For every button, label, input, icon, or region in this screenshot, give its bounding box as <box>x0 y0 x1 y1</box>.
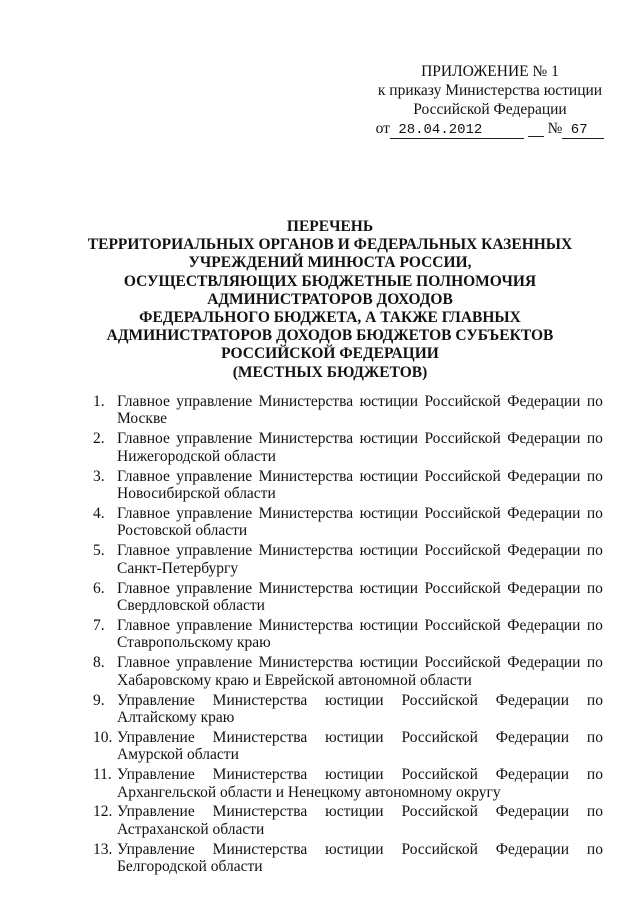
item-word: Российской <box>424 393 501 410</box>
item-word: Федерации <box>495 728 569 746</box>
organization-list <box>93 393 603 878</box>
item-word: Российской <box>424 654 501 672</box>
item-word: Федерации <box>507 467 581 485</box>
item-word: юстиции <box>325 803 384 821</box>
item-word: Федерации <box>507 654 581 672</box>
item-word: Управление <box>117 691 195 709</box>
item-text-line <box>117 617 603 634</box>
item-number: 9. <box>93 691 105 709</box>
item-region: Ставропольскому краю <box>117 634 271 652</box>
item-word: по <box>586 579 603 597</box>
item-word: по <box>586 803 603 821</box>
item-word: по <box>586 654 603 672</box>
list-item <box>93 841 603 876</box>
date-blank <box>528 121 544 137</box>
item-word: Министерства <box>258 467 354 485</box>
item-number: 13. <box>93 840 113 858</box>
appendix-header <box>360 62 620 139</box>
list-item <box>93 580 603 615</box>
item-word: Главное <box>117 504 170 522</box>
list-item <box>93 430 603 465</box>
item-region: Астраханской области <box>117 820 265 838</box>
item-text-line <box>117 468 603 485</box>
item-word: Главное <box>117 616 170 634</box>
item-word: Федерации <box>507 616 581 634</box>
item-word: по <box>586 467 603 485</box>
item-word: Управление <box>117 766 195 784</box>
item-word: юстиции <box>359 616 419 634</box>
item-text-line <box>117 654 603 671</box>
order-number: 67 <box>562 123 604 139</box>
item-number: 8. <box>93 654 105 672</box>
item-text-line <box>117 766 603 783</box>
list-item <box>93 654 603 689</box>
list-item <box>93 617 603 652</box>
item-word: Российской <box>424 616 501 634</box>
item-word: по <box>586 766 603 784</box>
item-word: юстиции <box>359 467 419 485</box>
item-word: Главное <box>117 654 170 672</box>
item-word: юстиции <box>359 504 419 522</box>
item-text-line <box>117 580 603 597</box>
item-word: Федерации <box>495 840 569 858</box>
item-word: управление <box>176 579 253 597</box>
item-word: Федерации <box>495 766 569 784</box>
item-word: по <box>586 430 603 448</box>
list-item <box>93 542 603 577</box>
item-word: Российской <box>401 840 478 858</box>
item-number: 12. <box>93 803 113 821</box>
item-number: 10. <box>93 728 113 746</box>
item-word: Российской <box>424 430 501 448</box>
item-word: Федерации <box>495 803 569 821</box>
item-text-line <box>117 505 603 522</box>
item-word: по <box>586 728 603 746</box>
item-word: Управление <box>117 803 195 821</box>
order-date-number <box>360 119 620 139</box>
item-number: 3. <box>93 467 105 485</box>
item-word: Министерства <box>212 803 308 821</box>
item-word: Российской <box>424 504 501 522</box>
item-word: управление <box>176 542 253 560</box>
item-word: Министерства <box>212 766 308 784</box>
item-region: Ростовской области <box>117 522 248 540</box>
item-word: Российской <box>401 766 478 784</box>
item-region: Белгородской области <box>117 858 263 876</box>
item-word: Федерации <box>507 393 581 410</box>
item-word: Федерации <box>507 430 581 448</box>
item-word: Министерства <box>258 430 354 448</box>
item-number: 6. <box>93 579 105 597</box>
item-word: управление <box>176 654 253 672</box>
item-word: юстиции <box>359 393 419 410</box>
title-line: ФЕДЕРАЛЬНОГО БЮДЖЕТА, А ТАКЖЕ ГЛАВНЫХ <box>139 309 521 327</box>
title-line: (МЕСТНЫХ БЮДЖЕТОВ) <box>232 363 428 381</box>
item-region: Амурской области <box>117 746 239 764</box>
item-word: Министерства <box>258 616 354 634</box>
list-item <box>93 393 603 428</box>
item-word: Федерации <box>507 542 581 560</box>
item-region: Хабаровскому краю и Еврейской автономной области <box>117 671 472 689</box>
item-word: Главное <box>117 467 170 485</box>
item-word: по <box>586 840 603 858</box>
item-word: Министерства <box>258 654 354 672</box>
document-title <box>80 218 580 382</box>
item-word: Российской <box>424 542 501 560</box>
list-item <box>93 729 603 764</box>
title-line: АДМИНИСТРАТОРОВ ДОХОДОВ БЮДЖЕТОВ СУБЪЕКТОВ <box>106 327 554 345</box>
item-word: Главное <box>117 579 170 597</box>
item-word: управление <box>176 616 253 634</box>
item-text-line <box>117 841 603 858</box>
item-word: Министерства <box>212 728 308 746</box>
item-number: 2. <box>93 430 105 448</box>
item-text-line <box>117 430 603 447</box>
item-word: Федерации <box>507 579 581 597</box>
item-word: Федерации <box>507 504 581 522</box>
item-word: Главное <box>117 542 170 560</box>
appendix-federation: Российской Федерации <box>413 101 567 118</box>
title-line: РОССИЙСКОЙ ФЕДЕРАЦИИ <box>221 345 439 363</box>
item-word: Главное <box>117 430 170 448</box>
item-region: Свердловской области <box>117 596 265 614</box>
item-region: Москве <box>117 410 168 428</box>
item-word: Российской <box>424 467 501 485</box>
item-word: Главное <box>117 393 170 410</box>
item-word: управление <box>176 430 253 448</box>
item-region: Архангельской области и Ненецкому автономному округу <box>117 783 501 801</box>
item-word: юстиции <box>359 542 419 560</box>
item-word: юстиции <box>359 579 419 597</box>
item-region: Алтайскому краю <box>117 708 235 726</box>
item-number: 7. <box>93 616 105 634</box>
item-word: юстиции <box>325 840 384 858</box>
item-word: Федерации <box>495 691 569 709</box>
item-region: Санкт-Петербургу <box>117 559 239 577</box>
appendix-order-ref: к приказу Министерства юстиции <box>377 82 603 99</box>
list-item <box>93 468 603 503</box>
item-word: по <box>586 393 603 410</box>
list-item <box>93 692 603 727</box>
title-line: АДМИНИСТРАТОРОВ ДОХОДОВ <box>207 290 453 308</box>
item-text-line <box>117 542 603 559</box>
item-word: Российской <box>401 728 478 746</box>
item-word: управление <box>176 393 253 410</box>
item-number: 4. <box>93 504 105 522</box>
item-text-line <box>117 692 603 709</box>
item-word: юстиции <box>325 728 384 746</box>
item-word: Российской <box>401 691 478 709</box>
item-word: по <box>586 542 603 560</box>
item-word: Российской <box>401 803 478 821</box>
title-line: ТЕРРИТОРИАЛЬНЫХ ОРГАНОВ И ФЕДЕРАЛЬНЫХ КАЗЕННЫХ <box>87 236 573 254</box>
item-word: юстиции <box>359 430 419 448</box>
title-line: УЧРЕЖДЕНИЙ МИНЮСТА РОССИИ, <box>188 254 472 272</box>
item-region: Новосибирской области <box>117 485 276 503</box>
item-word: управление <box>176 467 253 485</box>
item-word: управление <box>176 504 253 522</box>
item-word: Министерства <box>212 840 308 858</box>
item-word: Управление <box>117 728 195 746</box>
title-line: ОСУЩЕСТВЛЯЮЩИХ БЮДЖЕТНЫЕ ПОЛНОМОЧИЯ <box>123 272 537 290</box>
item-text-line <box>117 393 603 410</box>
item-word: юстиции <box>325 766 384 784</box>
title-heading: ПЕРЕЧЕНЬ <box>286 218 374 235</box>
list-item <box>93 766 603 801</box>
item-word: по <box>586 616 603 634</box>
list-item <box>93 505 603 540</box>
item-word: Управление <box>117 840 195 858</box>
item-text-line <box>117 729 603 746</box>
item-word: юстиции <box>325 691 384 709</box>
item-number: 1. <box>93 393 105 410</box>
item-word: по <box>586 691 603 709</box>
appendix-heading: ПРИЛОЖЕНИЕ № 1 <box>421 63 559 80</box>
list-item <box>93 803 603 838</box>
item-word: Министерства <box>258 542 354 560</box>
item-number: 5. <box>93 542 105 560</box>
item-word: Министерства <box>258 504 354 522</box>
item-word: по <box>586 504 603 522</box>
item-text-line <box>117 803 603 820</box>
order-date: 28.04.2012 <box>390 123 524 139</box>
item-region: Нижегородской области <box>117 447 276 465</box>
number-prefix: № <box>547 120 563 137</box>
item-word: юстиции <box>359 654 419 672</box>
item-word: Министерства <box>258 579 354 597</box>
item-word: Российской <box>424 579 501 597</box>
item-word: Министерства <box>212 691 308 709</box>
date-prefix: от <box>375 120 390 137</box>
item-number: 11. <box>93 766 112 784</box>
item-word: Министерства <box>258 393 354 410</box>
